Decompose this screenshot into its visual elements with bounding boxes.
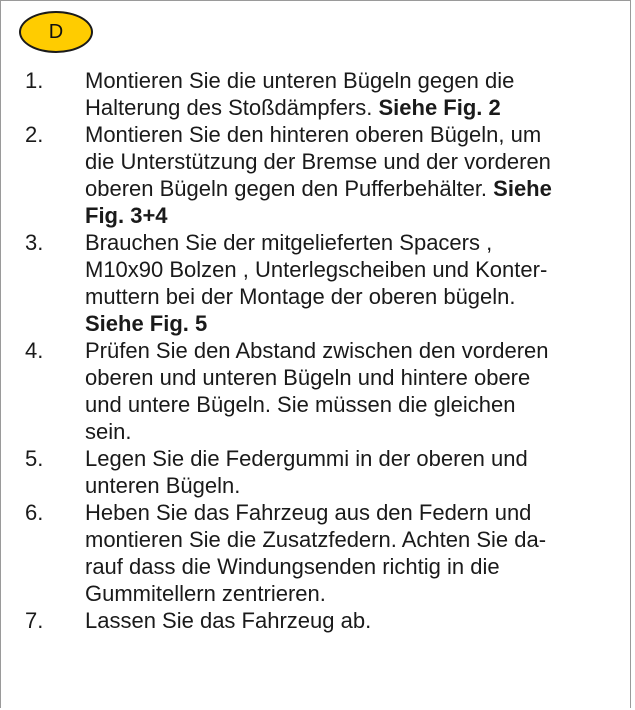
- step-number: 2.: [25, 122, 44, 147]
- step-text-line: [85, 310, 625, 337]
- step-text-line: [85, 94, 625, 121]
- step-text-segment: Legen Sie die Federgummi in der oberen und: [85, 446, 528, 471]
- step-text-line: [85, 283, 625, 310]
- step-text: [85, 499, 625, 607]
- step-text-segment: und untere Bügeln. Sie müssen die gleichen: [85, 392, 516, 417]
- step-text-segment: oberen und unteren Bügeln und hintere obere: [85, 365, 531, 390]
- instruction-step: [25, 229, 625, 337]
- step-text-segment: oberen Bügeln gegen den Pufferbehälter.: [85, 176, 494, 201]
- instruction-step: [25, 499, 625, 607]
- step-number: 7.: [25, 608, 44, 633]
- step-text-segment: rauf dass die Windungsenden richtig in die: [85, 554, 500, 579]
- step-text-segment: Lassen Sie das Fahrzeug ab.: [85, 608, 372, 633]
- step-number: 6.: [25, 500, 44, 525]
- section-badge-label: D: [48, 20, 64, 43]
- step-text-segment: Prüfen Sie den Abstand zwischen den vorderen: [85, 338, 549, 363]
- step-number: 4.: [25, 338, 44, 363]
- instruction-list: [25, 67, 625, 634]
- step-text: [85, 121, 625, 229]
- instruction-step: [25, 607, 625, 634]
- step-text-line: [85, 445, 625, 472]
- step-text-line: [85, 175, 625, 202]
- figure-reference: Fig. 3+4: [85, 203, 168, 228]
- step-text-line: [85, 121, 625, 148]
- figure-reference: Siehe Fig. 2: [378, 95, 501, 120]
- step-text-segment: sein.: [85, 419, 132, 444]
- step-text-segment: Brauchen Sie der mitgelieferten Spacers ,: [85, 230, 493, 255]
- step-text-line: [85, 499, 625, 526]
- step-text: [85, 229, 625, 337]
- step-number: 3.: [25, 230, 44, 255]
- step-text-line: [85, 391, 625, 418]
- step-text-segment: Gummitellern zentrieren.: [85, 581, 326, 606]
- step-text-line: [85, 553, 625, 580]
- figure-reference: Siehe: [493, 176, 552, 201]
- instruction-step: [25, 337, 625, 445]
- step-text-line: [85, 526, 625, 553]
- figure-reference: Siehe Fig. 5: [85, 311, 208, 336]
- step-number: 5.: [25, 446, 44, 471]
- step-text-line: [85, 229, 625, 256]
- step-text-line: [85, 472, 625, 499]
- step-text: [85, 67, 625, 121]
- instruction-step: [25, 121, 625, 229]
- step-text-segment: Montieren Sie den hinteren oberen Bügeln, um: [85, 122, 542, 147]
- step-text: [85, 607, 625, 634]
- step-text-segment: M10x90 Bolzen , Unterlegscheiben und Konter-: [85, 257, 548, 282]
- step-text-segment: Halterung des Stoßdämpfers.: [85, 95, 379, 120]
- step-text-segment: Heben Sie das Fahrzeug aus den Federn und: [85, 500, 532, 525]
- instruction-step: [25, 67, 625, 121]
- step-text: [85, 445, 625, 499]
- step-text-segment: die Unterstützung der Bremse und der vorderen: [85, 149, 551, 174]
- step-text-line: [85, 418, 625, 445]
- step-text: [85, 337, 625, 445]
- step-text-line: [85, 364, 625, 391]
- step-text-line: [85, 337, 625, 364]
- section-badge: [19, 11, 93, 53]
- step-text-segment: unteren Bügeln.: [85, 473, 241, 498]
- step-text-line: [85, 256, 625, 283]
- step-text-line: [85, 580, 625, 607]
- step-number: 1.: [25, 68, 44, 93]
- step-text-segment: Montieren Sie die unteren Bügeln gegen die: [85, 68, 515, 93]
- instruction-step: [25, 445, 625, 499]
- step-text-segment: muttern bei der Montage der oberen bügeln.: [85, 284, 516, 309]
- step-text-line: [85, 202, 625, 229]
- step-text-segment: montieren Sie die Zusatzfedern. Achten Sie da-: [85, 527, 547, 552]
- step-text-line: [85, 67, 625, 94]
- step-text-line: [85, 148, 625, 175]
- step-text-line: [85, 607, 625, 634]
